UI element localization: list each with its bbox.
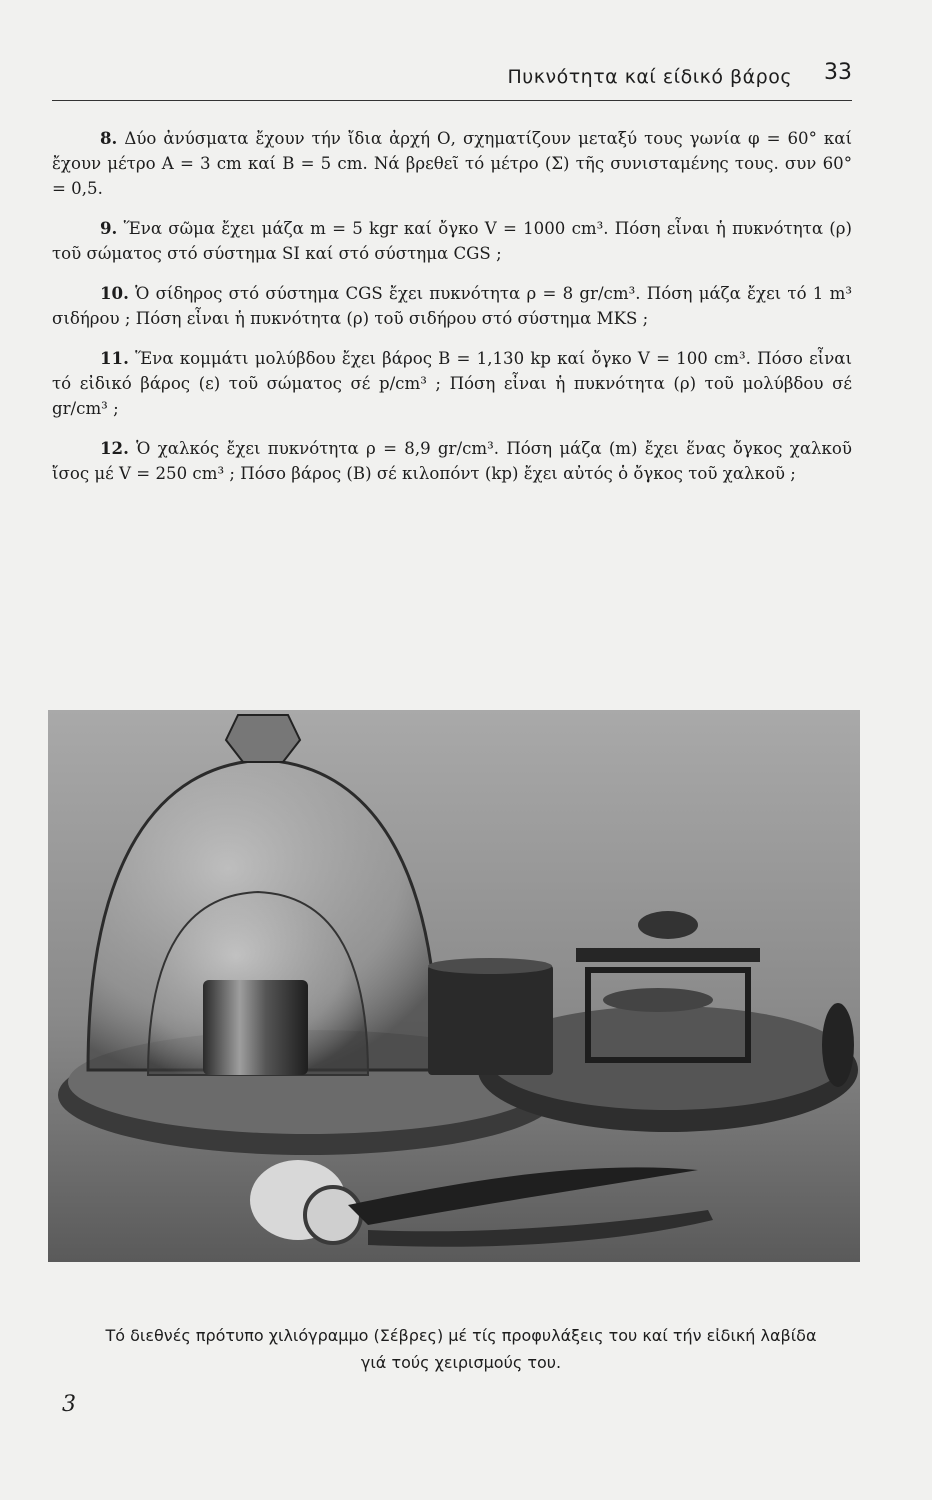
exercise-number: 10. — [100, 283, 129, 303]
bell-jar-knob — [226, 715, 300, 762]
tongs-ring — [305, 1187, 361, 1243]
caption-line-1: Τό διεθνές πρότυπο χιλιόγραμμο (Σέβρες) μέ τίς προφυλάξεις του καί τήν εἰδική λαβίδα — [105, 1326, 817, 1345]
exercise-text: Ὁ χαλκός ἔχει πυκνότητα ρ = 8,9 gr/cm³. Πόση μάζα (m) ἔχει ἕνας ὄγκος χαλκοῦ ἴσος μέ V = 250 cm³ ; Πόσο βάρος (B) σέ κιλοπόντ (kp) ἔχει αὐτός ὁ ὄγκος τοῦ χαλκοῦ ; — [52, 439, 852, 483]
figure-caption — [52, 1322, 870, 1376]
exercise-text: Ἕνα σῶμα ἔχει μάζα m = 5 kgr καί ὄγκο V = 1000 cm³. Πόση εἶναι ἡ πυκνότητα (ρ) τοῦ σώματος στό σύστημα SI καί στό σύστημα CGS ; — [52, 219, 852, 263]
page-number: 33 — [824, 60, 852, 85]
exercise-list — [52, 126, 852, 501]
exercise-text: Δύο ἀνύσματα ἔχουν τήν ἴδια ἀρχή Ο, σχηματίζουν μεταξύ τους γωνία φ = 60° καί ἔχουν μέτρο A = 3 cm καί B = 5 cm. Νά βρεθεῖ τό μέτρο (Σ) τῆς συνισταμένης τους. συν 60° = 0,5. — [52, 129, 852, 198]
kilogram-cylinder — [203, 980, 308, 1075]
caption-line-2: γιά τούς χειρισμούς του. — [360, 1353, 562, 1372]
exercise-number: 9. — [100, 218, 118, 238]
signature-mark: 3 — [62, 1392, 76, 1417]
exercise-9 — [52, 216, 852, 266]
metal-container — [428, 965, 553, 1075]
exercise-text: Ὁ σίδηρος στό σύστημα CGS ἔχει πυκνότητα ρ = 8 gr/cm³. Πόση μάζα ἔχει τό 1 m³ σιδήρου ; Πόση εἶναι ἡ πυκνότητα (ρ) τοῦ σιδήρου στό σύστημα MKS ; — [52, 284, 852, 328]
balance-beam — [576, 948, 760, 962]
balance-handle — [822, 1003, 854, 1087]
exercise-number: 11. — [100, 348, 129, 368]
running-title: Πυκνότητα καί είδικό βάρος — [507, 66, 792, 88]
exercise-12 — [52, 436, 852, 486]
balance-gear — [638, 911, 698, 939]
page-header — [52, 58, 852, 101]
exercise-number: 8. — [100, 128, 118, 148]
exercise-8 — [52, 126, 852, 201]
kilogram-prototype-photo — [48, 710, 860, 1262]
container-lid — [428, 958, 552, 974]
exercise-10 — [52, 281, 852, 331]
exercise-number: 12. — [100, 438, 129, 458]
exercise-11 — [52, 346, 852, 421]
balance-pan — [603, 988, 713, 1012]
exercise-text: Ἕνα κομμάτι μολύβδου ἔχει βάρος B = 1,130 kp καί ὄγκο V = 100 cm³. Πόσο εἶναι τό εἰδικό βάρος (ε) τοῦ σώματος σέ p/cm³ ; Πόση εἶναι ἡ πυκνότητα (ρ) τοῦ μολύβδου σέ gr/cm³ ; — [52, 349, 852, 418]
